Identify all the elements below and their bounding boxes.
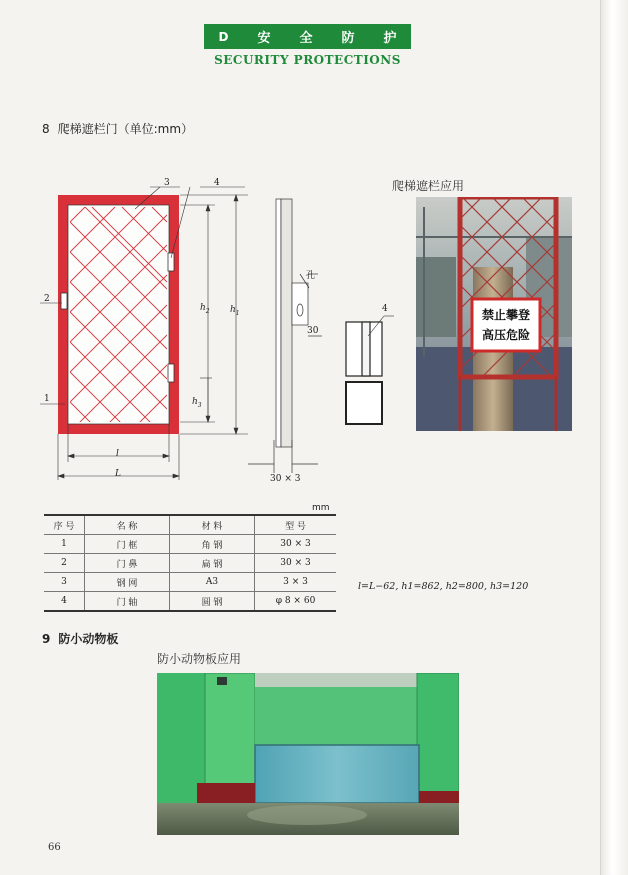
ladder-barrier-photo <box>416 197 572 431</box>
spec-table <box>44 514 336 612</box>
door-latch <box>61 293 67 309</box>
category-char: 防 <box>341 31 355 46</box>
section-title-text: 爬梯遮栏门（单位:mm） <box>57 122 194 136</box>
table-row <box>44 535 336 554</box>
table-cell: 2 <box>44 554 85 573</box>
table-cell: 4 <box>44 592 85 612</box>
table-cell: 钢 网 <box>85 573 170 592</box>
table-cell: 扁 钢 <box>170 554 255 573</box>
door-opening <box>68 205 169 424</box>
animal-board-photo <box>157 673 459 835</box>
section-9-title <box>42 630 118 647</box>
photo-caption-animal-board: 防小动物板应用 <box>157 652 242 666</box>
hole-label: 孔 <box>306 271 316 281</box>
dimensions-note: l=L−62, h1=862, h2=800, h3=120 <box>358 581 529 592</box>
table-cell: 门 轴 <box>85 592 170 612</box>
table-cell: A3 <box>170 573 255 592</box>
table-cell: 3 × 3 <box>255 573 337 592</box>
dim-h1: $h_1$ <box>230 305 240 317</box>
callout-3: 3 <box>164 178 170 188</box>
callout-4: 4 <box>214 178 220 188</box>
table-cell: 30 × 3 <box>255 535 337 554</box>
table-cell: φ 8 × 60 <box>255 592 337 612</box>
door-elevation-drawing <box>40 178 250 488</box>
hinge-upper <box>168 253 174 271</box>
section-number: 8 <box>42 122 50 136</box>
table-row <box>44 573 336 592</box>
sign-line-1: 禁止攀登 <box>481 308 531 322</box>
category-char: 护 <box>383 31 397 46</box>
callout-1: 1 <box>44 394 50 404</box>
section-number: 9 <box>42 632 51 646</box>
category-char: 安 <box>257 31 271 46</box>
section-title-text: 防小动物板 <box>58 632 119 646</box>
category-char: 全 <box>299 31 313 46</box>
callout-2: 2 <box>44 294 50 304</box>
page-edge <box>600 0 628 875</box>
table-cell: 圆 钢 <box>170 592 255 612</box>
section-header-bar <box>204 24 411 49</box>
table-cell: 3 <box>44 573 85 592</box>
section-8-title <box>42 120 193 137</box>
hinge-cross-section <box>340 312 396 430</box>
table-cell: 门 框 <box>85 535 170 554</box>
hinge-lower <box>168 364 174 382</box>
header-cell: 型 号 <box>255 515 337 535</box>
table-row <box>44 592 336 612</box>
right-cabinet <box>417 673 459 803</box>
table-row <box>44 554 336 573</box>
page-number: 66 <box>48 842 61 853</box>
callout-4-section: 4 <box>382 304 388 314</box>
dim-L: L <box>115 469 121 479</box>
photo-caption-ladder: 爬梯遮栏应用 <box>392 179 465 193</box>
section-subtitle: SECURITY PROTECTIONS <box>214 53 401 67</box>
dim-30x3: 30 × 3 <box>270 474 301 484</box>
table-cell: 30 × 3 <box>255 554 337 573</box>
sign-line-2: 高压危险 <box>481 328 531 342</box>
animal-board <box>255 745 419 803</box>
table-unit: mm <box>312 503 330 513</box>
dim-h3: $h_3$ <box>192 397 202 409</box>
table-cell: 门 鼻 <box>85 554 170 573</box>
header-cell: 名 称 <box>85 515 170 535</box>
header-cell: 材 料 <box>170 515 255 535</box>
warning-sign <box>472 299 540 351</box>
dim-30: 30 <box>307 326 319 336</box>
dim-l: l <box>116 449 119 459</box>
header-cell: 序 号 <box>44 515 85 535</box>
table-header-row <box>44 515 336 535</box>
table-cell: 1 <box>44 535 85 554</box>
category-letter: D <box>218 29 229 44</box>
dim-h2: $h_2$ <box>200 303 210 315</box>
table-cell: 角 钢 <box>170 535 255 554</box>
